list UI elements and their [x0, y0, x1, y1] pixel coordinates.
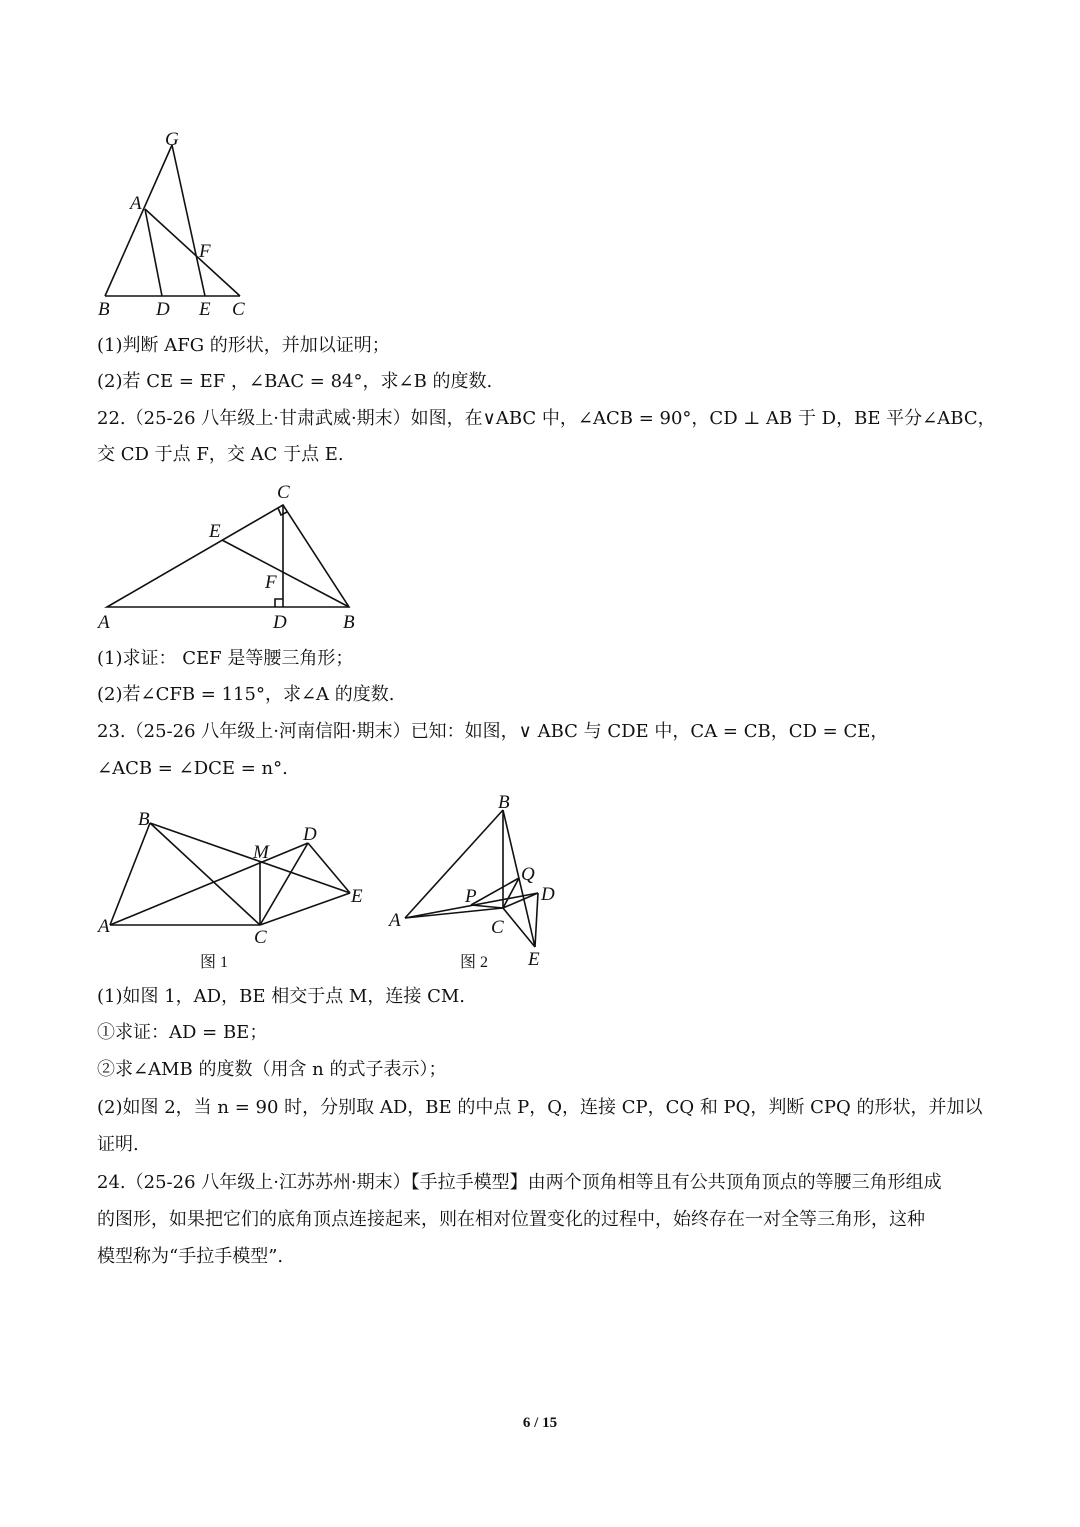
label-E: E	[528, 949, 540, 970]
q22-part2: (2)若∠CFB = 115°，求∠A 的度数.	[97, 684, 395, 705]
triangle-ABC	[107, 505, 349, 607]
label-A: A	[130, 193, 142, 214]
label-C: C	[232, 299, 245, 320]
label-B: B	[98, 299, 110, 320]
figure-q23-1	[90, 805, 380, 975]
segment-BG	[105, 145, 172, 296]
label-P: P	[465, 886, 477, 907]
label-G: G	[165, 129, 179, 150]
label-D: D	[273, 612, 287, 633]
figure-caption-2: 图 2	[460, 954, 489, 971]
q24-line1: 24.（25-26 八年级上·江苏苏州·期末）【手拉手模型】由两个顶角相等且有公共顶角顶点的等腰三角形组成	[97, 1172, 942, 1193]
label-D: D	[303, 824, 317, 845]
label-M: M	[253, 842, 269, 863]
q23-part2-line2: 证明.	[97, 1134, 139, 1155]
segment-BE	[222, 540, 349, 607]
page-number: 6 / 15	[522, 1415, 558, 1431]
q23-part1-i: ①求证：AD = BE；	[97, 1022, 268, 1043]
label-B: B	[498, 792, 510, 813]
q21-part2: (2)若 CE = EF ，∠BAC = 84°，求∠B 的度数.	[97, 371, 493, 392]
segment-CE	[260, 893, 350, 925]
label-Q: Q	[521, 864, 535, 885]
label-A: A	[98, 916, 110, 937]
q23-stem-line1: 23.（25-26 八年级上·河南信阳·期末）已知：如图，∨ ABC 与 CDE 中，CA = CB，CD = CE，	[97, 721, 889, 742]
q23-part2-line1: (2)如图 2，当 n = 90 时，分别取 AD，BE 的中点 P，Q，连接 CP，CQ 和 PQ，判断 CPQ 的形状，并加以	[97, 1097, 983, 1118]
label-A: A	[98, 612, 110, 633]
figure-caption-1: 图 1	[200, 954, 229, 971]
label-D: D	[156, 299, 170, 320]
q24-line2: 的图形，如果把它们的底角顶点连接起来，则在相对位置变化的过程中，始终存在一对全等三角形，这种	[97, 1209, 925, 1230]
figure-q22	[95, 475, 370, 635]
label-C: C	[254, 927, 267, 948]
segment-AD	[110, 843, 308, 925]
segment-GE	[172, 145, 205, 296]
label-F: F	[199, 241, 211, 262]
label-D: D	[541, 884, 555, 905]
segment-BC	[150, 823, 260, 925]
q23-part1: (1)如图 1，AD，BE 相交于点 M，连接 CM.	[97, 986, 465, 1007]
label-C: C	[491, 917, 504, 938]
label-B: B	[138, 809, 150, 830]
q23-part1-ii: ②求∠AMB 的度数（用含 n 的式子表示）；	[97, 1059, 447, 1080]
q24-line3: 模型称为“手拉手模型”.	[97, 1246, 284, 1267]
segment-AB	[110, 823, 150, 925]
label-A: A	[389, 910, 401, 931]
segment-CD	[503, 893, 538, 908]
label-C: C	[277, 482, 290, 503]
label-B: B	[343, 612, 355, 633]
q21-part1: (1)判断 AFG 的形状，并加以证明；	[97, 335, 390, 356]
right-angle-mark-D	[275, 599, 283, 607]
label-F: F	[265, 572, 277, 593]
label-E: E	[199, 299, 211, 320]
q23-stem-line2: ∠ACB = ∠DCE = n°.	[97, 758, 288, 779]
label-E: E	[351, 886, 363, 907]
q22-part1: (1)求证： CEF 是等腰三角形；	[97, 648, 354, 669]
label-E: E	[209, 521, 221, 542]
figure-q23-2	[385, 790, 575, 975]
segment-DE	[535, 893, 538, 947]
q22-stem-line2: 交 CD 于点 F，交 AC 于点 E.	[97, 444, 344, 465]
q22-stem-line1: 22.（25-26 八年级上·甘肃武威·期末）如图，在∨ABC 中，∠ACB = 90°，CD ⊥ AB 于 D，BE 平分∠ABC，	[97, 408, 996, 429]
figure-q21	[90, 125, 260, 325]
